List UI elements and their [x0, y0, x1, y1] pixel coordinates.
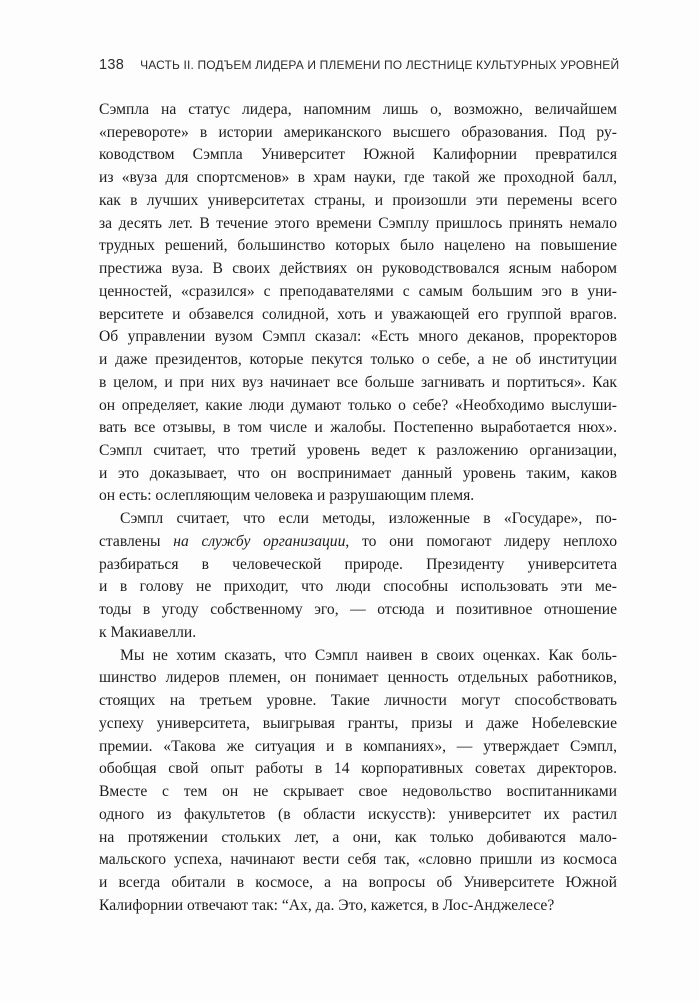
text-line: он есть: ослепляющим человека и разрушающим племя. — [99, 487, 475, 505]
text-line: к Макиавелли. — [99, 623, 197, 641]
text-line: стоящих на третьем уровне. Такие личности могут способствовать — [99, 692, 617, 710]
text-line: и всегда обитали в космосе, а на вопросы об Университете Южной — [99, 873, 617, 891]
page-number: 138 — [99, 57, 125, 73]
text-line: Сэмпла на статус лидера, напомним лишь о, возможно, величайшем — [99, 101, 617, 118]
text-line: обобщая свой опыт работы в 14 корпоративных советах директоров. — [99, 760, 617, 778]
text-line: Сэмпл считает, что если методы, изложенные в «Государе», по- — [120, 510, 617, 528]
text-line: за десять лет. В течение этого времени Сэмплу пришлось принять немало — [99, 214, 617, 232]
text-line: Сэмпл считает, что третий уровень ведет к разложению организации, — [99, 442, 617, 460]
text-line: и даже президентов, которые пекутся только о себе, а не об институции — [99, 351, 617, 369]
text-line: Мы не хотим сказать, что Сэмпл наивен в своих оценках. Как боль- — [120, 646, 617, 664]
text-line: как в лучших университетах страны, и произошли эти перемены всего — [99, 191, 617, 209]
text-line: ководством Сэмпла Университет Южной Калифорнии превратился — [99, 146, 617, 164]
text-line: Калифорнии отвечают так: “Ах, да. Это, кажется, в Лос-Анджелесе? — [99, 896, 555, 914]
text-line: верситете и обзавелся солидной, хоть и уважающей его группой врагов. — [99, 305, 617, 323]
body-text — [99, 99, 617, 917]
text-line: и в голову не приходит, что люди способны использовать эти ме- — [99, 578, 617, 596]
text-line: успеху университета, выигрывая гранты, призы и даже Нобелевские — [99, 714, 617, 732]
paragraph — [99, 508, 617, 644]
text-line: в целом, и при них вуз начинает все больше загнивать и портиться». Как — [99, 373, 617, 391]
text-line: трудных решений, большинство которых было нацелено на повышение — [99, 237, 617, 255]
text-line: на протяжении стольких лет, а они, как только добиваются мало- — [99, 828, 617, 846]
text-line: ценностей, «сразился» с преподавателями с самым большим эго в уни- — [99, 282, 617, 300]
text-line: Вместе с тем он не скрывает свое недовольство воспитанниками — [99, 783, 617, 801]
text-line: «перевороте» в истории американского высшего образования. Под ру- — [99, 123, 617, 141]
text-line: престижа вуза. В своих действиях он руководствовался ясным набором — [99, 260, 617, 278]
paragraph — [99, 99, 617, 508]
text-line: одного из факультетов (в области искусств): университет их растил — [99, 805, 617, 823]
running-header-title: ЧАСТЬ II. ПОДЪЕМ ЛИДЕРА И ПЛЕМЕНИ ПО ЛЕСТНИЦЕ КУЛЬТУРНЫХ УРОВНЕЙ — [140, 58, 620, 72]
text-line: ставлены на службу организации, то они помогают лидеру неплохо — [99, 532, 617, 550]
text-line: шинство лидеров племен, он понимает ценность отдельных работников, — [99, 669, 617, 687]
text-line: из «вуза для спортсменов» в храм науки, где такой же проходной балл, — [99, 169, 617, 187]
text-line: разбираться в человеческой природе. Президенту университета — [99, 555, 617, 573]
page-header — [99, 57, 619, 73]
text-line: вать все отзывы, в том числе и жалобы. Постепенно выработается нюх». — [99, 419, 617, 437]
text-line: мальского успеха, начинают вести себя так, «словно пришли из космоса — [99, 851, 617, 869]
text-line: Об управлении вузом Сэмпл сказал: «Есть много деканов, проректоров — [99, 328, 617, 346]
text-line: премии. «Такова же ситуация и в компаниях», — утверждает Сэмпл, — [99, 737, 617, 755]
text-line: и это доказывает, что он воспринимает данный уровень таким, каков — [99, 464, 617, 482]
text-line: он определяет, какие люди думают только о себе? «Необходимо выслуши- — [99, 396, 617, 414]
paragraph — [99, 645, 617, 918]
text-line: тоды в угоду собственному эго, — отсюда и позитивное отношение — [99, 601, 617, 619]
